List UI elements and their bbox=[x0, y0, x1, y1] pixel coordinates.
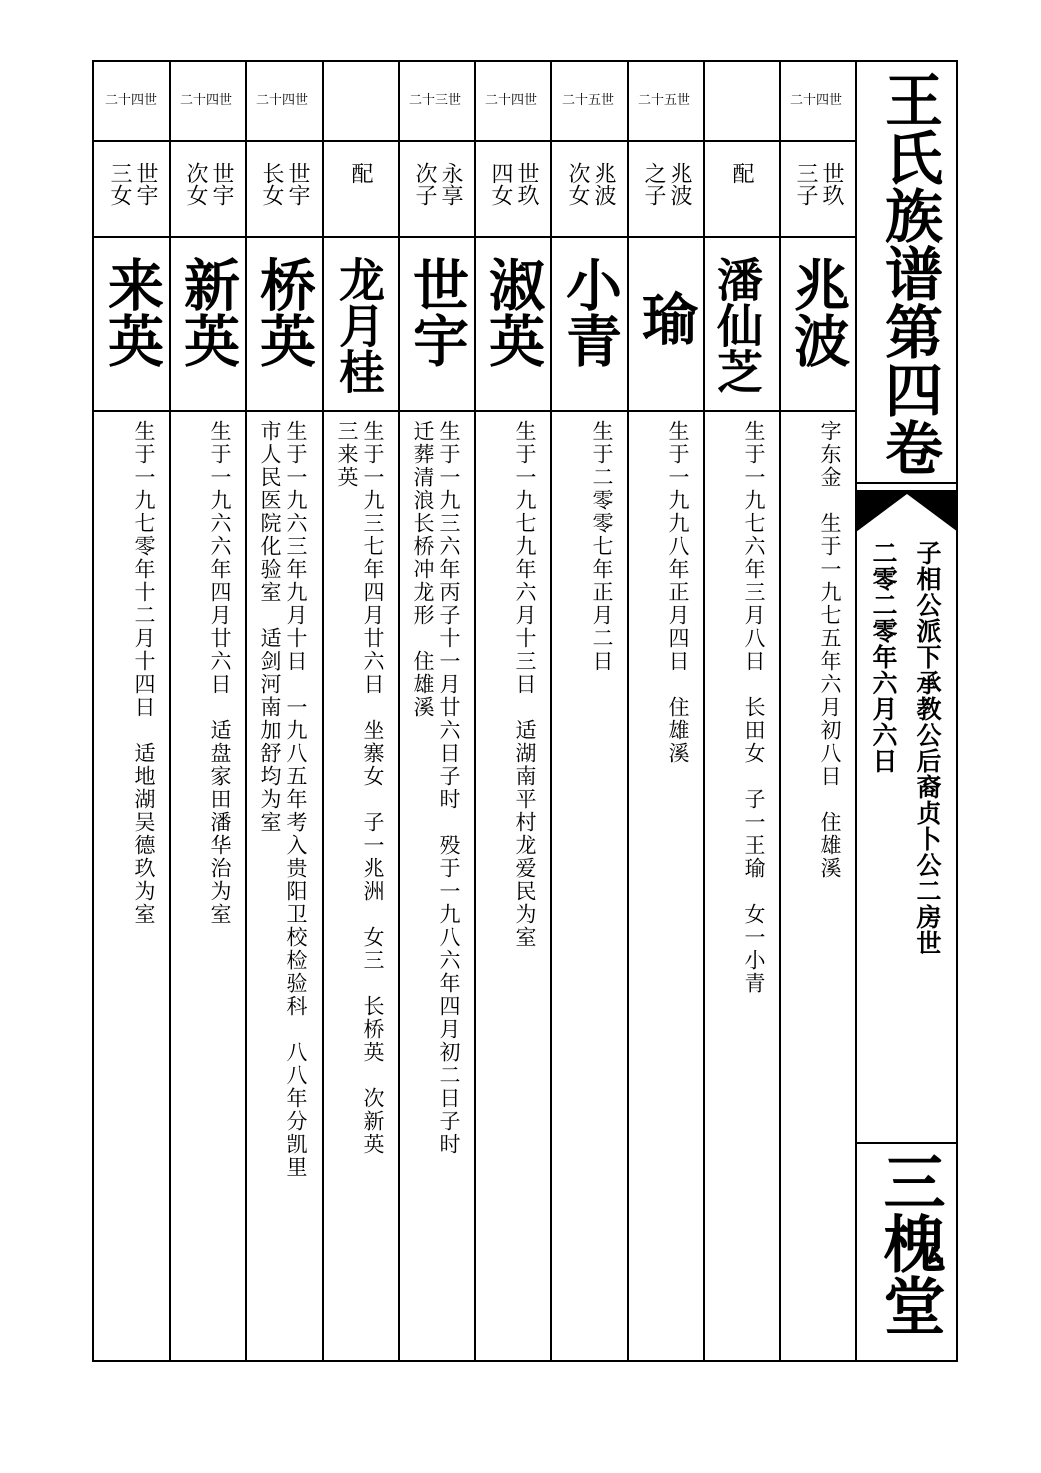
relation-label: 永享 次子 bbox=[412, 162, 463, 206]
column-divider bbox=[627, 62, 629, 1360]
person-name: 淑英 bbox=[480, 256, 546, 368]
relation-label: 世宇 次女 bbox=[183, 162, 234, 206]
relation-label: 世玖 四女 bbox=[488, 162, 539, 206]
column-divider bbox=[398, 62, 400, 1360]
generation-label: 二十四世 bbox=[104, 93, 157, 108]
person-bio: 生于一九三六年丙子十一月廿六日子时 殁于一九八六年四月初二日子时 迁葬清浪长桥冲龙形 住雄溪 bbox=[411, 420, 461, 1156]
relation-label: 兆波 之子 bbox=[641, 162, 692, 206]
hall-rule bbox=[856, 1142, 958, 1144]
column-divider bbox=[779, 62, 781, 1360]
column-divider bbox=[245, 62, 247, 1360]
ribbon-marker-icon bbox=[856, 492, 958, 532]
person-name: 潘仙芝 bbox=[710, 256, 764, 394]
date-subtitle: 二零二零年六月六日 bbox=[869, 540, 898, 774]
relation-label: 兆波 次女 bbox=[565, 162, 616, 206]
column-divider bbox=[322, 62, 324, 1360]
person-name: 世宇 bbox=[404, 256, 470, 368]
person-name: 瑜 bbox=[633, 290, 699, 346]
column-divider bbox=[550, 62, 552, 1360]
branch-subtitle: 子相公派下承教公后裔贞卜公二房世 bbox=[913, 540, 942, 956]
person-name: 桥英 bbox=[251, 256, 317, 368]
person-bio: 生于一九七六年三月八日 长田女 子一王瑜 女一小青 bbox=[742, 420, 766, 995]
person-name: 来英 bbox=[99, 256, 165, 368]
generation-label: 二十四世 bbox=[255, 93, 308, 108]
person-name: 龙月桂 bbox=[332, 256, 386, 394]
relation-label: 世宇 长女 bbox=[259, 162, 310, 206]
generation-label: 二十四世 bbox=[484, 93, 537, 108]
relation-label: 配 bbox=[729, 162, 754, 184]
hall-name: 三槐堂 bbox=[873, 1150, 946, 1336]
title-rule bbox=[856, 482, 958, 484]
relation-label: 配 bbox=[348, 162, 373, 184]
person-name: 兆波 bbox=[785, 256, 851, 368]
book-title: 王氏族谱第四卷 bbox=[875, 70, 943, 476]
column-divider bbox=[474, 62, 476, 1360]
person-bio: 字东金 生于一九七五年六月初八日 住雄溪 bbox=[818, 420, 842, 880]
genealogy-page bbox=[92, 60, 958, 1362]
generation-label: 二十五世 bbox=[637, 93, 690, 108]
person-bio: 生于二零零七年正月二日 bbox=[590, 420, 614, 673]
person-bio: 生于一九七零年十二月十四日 适地湖吴德玖为室 bbox=[132, 420, 156, 926]
person-bio: 生于一九三七年四月廿六日 坐寨女 子一兆洲 女三 长桥英 次新英 三来英 bbox=[335, 420, 385, 1156]
generation-label: 二十三世 bbox=[408, 93, 461, 108]
column-divider bbox=[855, 62, 857, 1360]
column-divider bbox=[703, 62, 705, 1360]
generation-label: 二十五世 bbox=[561, 93, 614, 108]
generation-label: 二十四世 bbox=[179, 93, 232, 108]
generation-label: 二十四世 bbox=[789, 93, 842, 108]
relation-label: 世玖 三子 bbox=[793, 162, 844, 206]
person-name: 小青 bbox=[557, 256, 623, 368]
person-bio: 生于一九六六年四月廿六日 适盘家田潘华治为室 bbox=[208, 420, 232, 926]
relation-label: 世宇 三女 bbox=[107, 162, 158, 206]
person-bio: 生于一九六三年九月十日 一九八五年考入贵阳卫校检验科 八八年分凯里 市人民医院化验室 适剑河南加舒均为室 bbox=[258, 420, 308, 1179]
person-name: 新英 bbox=[175, 256, 241, 368]
column-divider bbox=[169, 62, 171, 1360]
person-bio: 生于一九九八年正月四日 住雄溪 bbox=[666, 420, 690, 765]
person-bio: 生于一九七九年六月十三日 适湖南平村龙爱民为室 bbox=[513, 420, 537, 949]
